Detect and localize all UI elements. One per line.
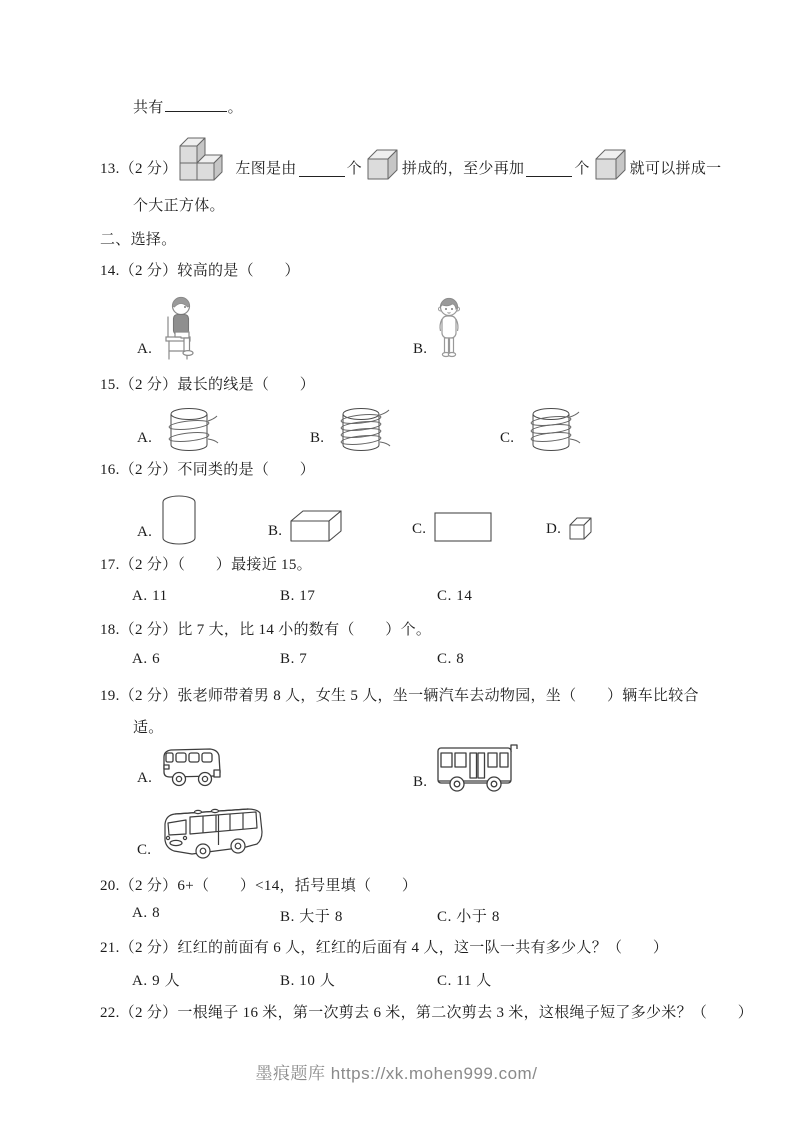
q14-option-a [137,293,199,363]
q15-option-a [137,406,221,452]
q13-unit1: 个 [346,161,362,177]
unit-cube-figure [366,148,398,182]
coach-bus-figure [158,802,266,864]
question-16-text: 16.（2 分）不同类的是（ ） [100,462,316,478]
question-15-text: 15.（2 分）最长的线是（ ） [100,377,316,393]
q17-option-b: B. 17 [280,588,316,604]
question-14-text: 14.（2 分）较高的是（ ） [100,263,300,279]
question-21-text: 21.（2 分）红红的前面有 6 人，红红的后面有 4 人，这一队一共有多少人？（ ） [100,940,669,956]
q12-tail-period: 。 [227,100,243,116]
q17-option-a: A. 11 [132,588,168,604]
q15-option-c [500,406,583,452]
q19-option-a-label: A. [137,770,153,786]
q14-option-a-label: A. [137,341,153,357]
cuboid-figure [289,507,345,545]
q13-seg1: 左图是由 [235,161,297,177]
minibus-figure [159,742,227,792]
unit-cube-figure [594,148,626,182]
q18-option-c: C. 8 [437,651,465,667]
city-bus-figure [434,738,518,796]
q16-option-a-label: A. [137,524,153,540]
rectangle-figure [433,511,493,543]
q15-option-b [310,406,393,452]
q18-option-a: A. 6 [132,651,161,667]
question-13-line2: 个大正方体。 [133,198,225,214]
q21-option-a: A. 9 人 [132,973,181,989]
q17-option-c: C. 14 [437,588,473,604]
question-20-text: 20.（2 分）6+（ ）<14，括号里填（ ） [100,878,418,894]
question-17-text: 17.（2 分）（ ）最接近 15。 [100,557,312,573]
q15-option-c-label: C. [500,430,515,446]
answer-blank [299,165,345,177]
site-watermark: 墨痕题库 https://xk.mohen999.com/ [255,1064,538,1083]
cylinder-string-4-wraps-figure [331,406,393,452]
q21-option-b: B. 10 人 [280,973,336,989]
q19-option-b-label: B. [413,774,428,790]
q19-option-c [137,802,266,864]
q15-option-b-label: B. [310,430,325,446]
question-18-text: 18.（2 分）比 7 大，比 14 小的数有（ ）个。 [100,622,432,638]
q18-option-b: B. 7 [280,651,308,667]
q16-option-b [268,507,345,545]
q16-option-c-label: C. [412,521,427,537]
q16-option-c [412,511,493,543]
q14-option-b [413,293,464,363]
boy-standing-figure [434,293,464,363]
q16-option-d-label: D. [546,521,562,537]
question-13 [100,130,721,184]
section-2-header: 二、选择。 [100,232,177,248]
q13-seg2: 拼成的，至少再加 [401,161,525,177]
q20-option-c: C. 小于 8 [437,909,500,925]
q20-option-b: B. 大于 8 [280,909,343,925]
cylinder-string-2-wraps-figure [159,406,221,452]
q19-option-a [137,742,227,792]
q13-head: 13.（2 分） [100,161,178,177]
answer-blank [526,165,572,177]
q19-option-b [413,738,518,796]
q13-seg3: 就可以拼成一 [629,161,722,177]
question-22-text: 22.（2 分）一根绳子 16 米，第一次剪去 6 米，第二次剪去 3 米，这根绳子短了多少米？（ ） [100,1005,754,1021]
q19-option-c-label: C. [137,842,152,858]
answer-blank [165,108,227,112]
boy-sitting-on-chair-figure [159,293,199,363]
small-cube-figure [568,516,592,543]
q16-option-d [546,516,592,543]
q13-unit2: 个 [574,161,590,177]
question-19-text-line1: 19.（2 分）张老师带着男 8 人，女生 5 人，坐一辆汽车去动物园，坐（ ）辆车比较合 [100,688,699,704]
q20-option-a: A. 8 [132,905,161,921]
q16-option-a [137,494,199,546]
q12-tail-text: 共有 [133,100,164,116]
q16-option-b-label: B. [268,523,283,539]
q15-option-a-label: A. [137,430,153,446]
composite-cubes-figure [177,134,227,184]
q21-option-c: C. 11 人 [437,973,492,989]
cylinder-string-3-wraps-figure [521,406,583,452]
question-19-text-line2: 适。 [133,720,164,736]
q14-option-b-label: B. [413,341,428,357]
question-12-tail [133,96,243,117]
cylinder-figure [159,494,199,546]
